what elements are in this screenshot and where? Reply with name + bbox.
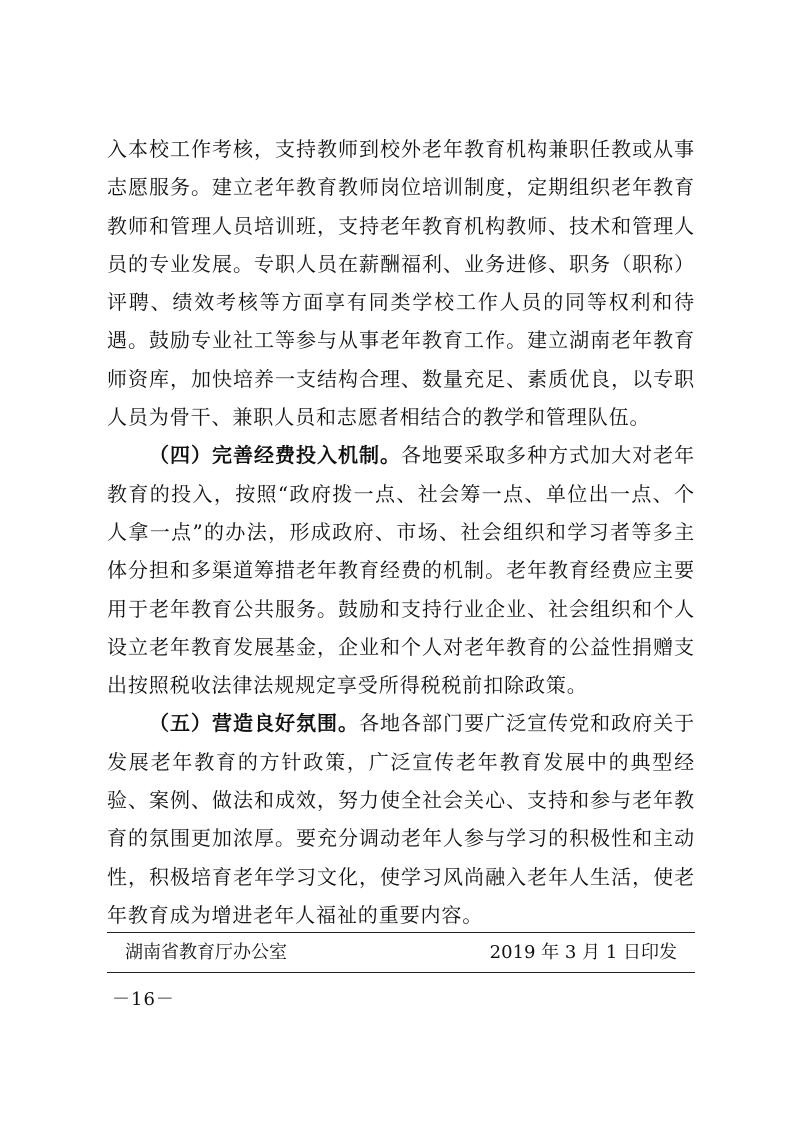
paragraph-text: 各地各部门要广泛宣传党和政府关于发展老年教育的方针政策，广泛宣传老年教育发展中的典型经验、案例、做法和成效，努力使全社会关心、支持和参与老年教育的氛围更加浓厚。要充分调动老年人参与学习的积极性和主动性，积极培育老年学习文化，使学习风尚融入老年人生活，使老年教育成为增进老年人福祉的重要内容。 [107, 711, 696, 927]
footer-bottom-rule [107, 972, 695, 973]
paragraph-atmosphere [107, 704, 695, 934]
section-heading-atmosphere: （五）营造良好氛围。 [149, 711, 360, 736]
paragraph-text: 入本校工作考核，支持教师到校外老年教育机构兼职任教或从事志愿服务。建立老年教育教师岗位培训制度，定期组织老年教育教师和管理人员培训班，支持老年教育机构教师、技术和管理人员的专业发展。专职人员在薪酬福利、业务进修、职务（职称）评聘、绩效考核等方面享有同类学校工作人员的同等权利和待遇。鼓励专业社工等参与从事老年教育工作。建立湖南老年教育师资库，加快培养一支结构合理、数量充足、素质优良，以专职人员为骨干、兼职人员和志愿者相结合的教学和管理队伍。 [107, 137, 695, 430]
paragraph-funding [107, 436, 695, 704]
document-body [107, 130, 695, 934]
paragraph-continuation [107, 130, 695, 436]
section-heading-funding: （四）完善经费投入机制。 [149, 443, 402, 468]
page-number: －16－ [112, 989, 175, 1010]
issue-date: 2019 年 3 月 1 日印发 [489, 942, 677, 963]
issuance-footer [107, 937, 695, 969]
paragraph-text: 各地要采取多种方式加大对老年教育的投入，按照“政府拨一点、社会筹一点、单位出一点、个人拿一点”的办法，形成政府、市场、社会组织和学习者等多主体分担和多渠道筹措老年教育经费的机制。老年教育经费应主要用于老年教育公共服务。鼓励和支持行业企业、社会组织和个人设立老年教育发展基金，企业和个人对老年教育的公益性捐赠支出按照税收法律法规规定享受所得税税前扣除政策。 [107, 443, 695, 698]
issuer-name: 湖南省教育厅办公室 [125, 942, 287, 963]
footer-top-rule [107, 932, 695, 933]
